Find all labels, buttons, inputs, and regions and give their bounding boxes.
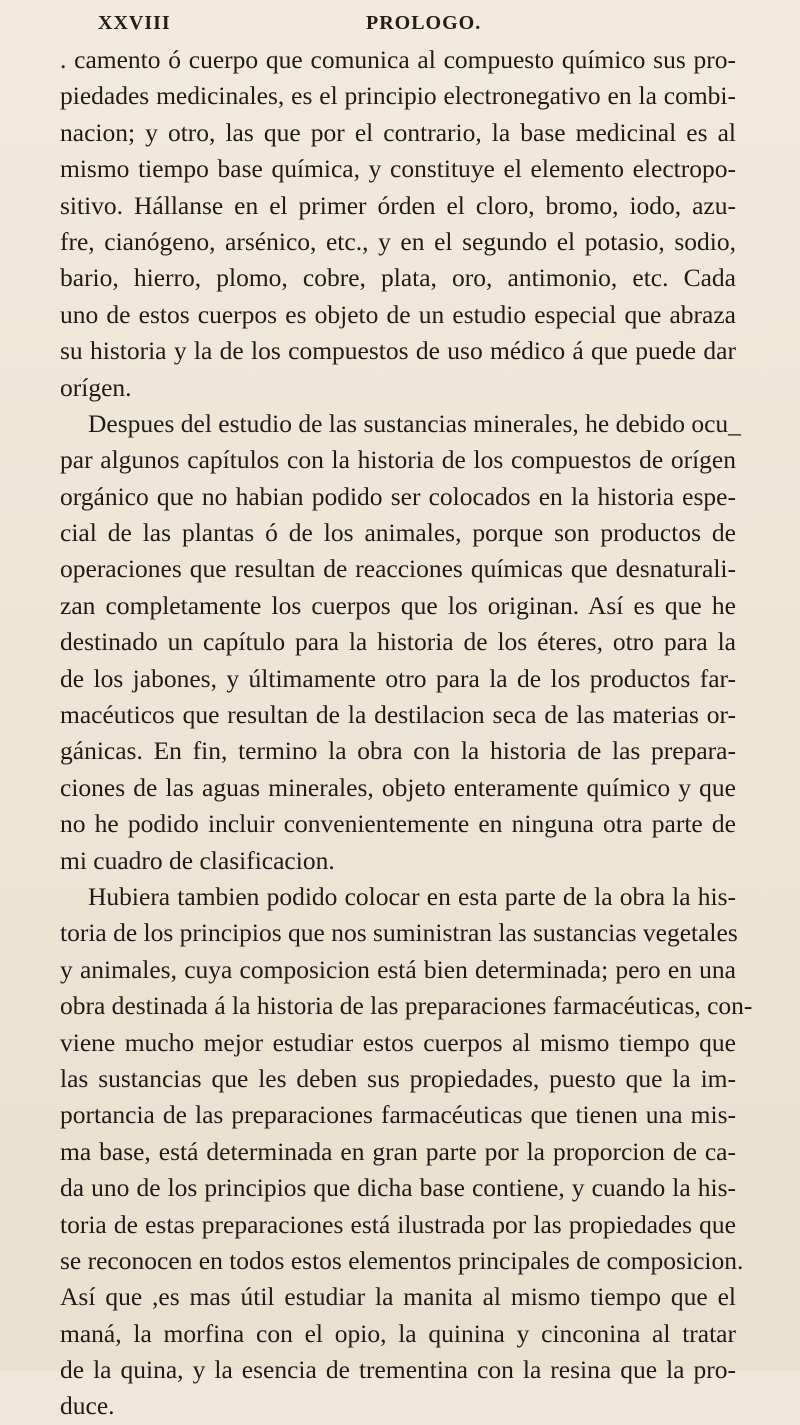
text-line: sitivo. Hállanse en el primer órden el cloro, bromo, iodo, azu-: [60, 190, 736, 220]
text-line: operaciones que resultan de reacciones químicas que desnaturali-: [60, 554, 736, 584]
running-head: [0, 12, 800, 42]
text-line: portancia de las preparaciones farmacéuticas que tienen una mis-: [60, 1100, 736, 1130]
text-line: las sustancias que les deben sus propiedades, puesto que la im-: [60, 1063, 736, 1093]
page-number: XXVIII: [98, 12, 171, 34]
text-line: cial de las plantas ó de los animales, porque son productos de: [60, 518, 736, 548]
text-line: nacion; y otro, las que por el contrario, la base medicinal es al: [60, 117, 736, 147]
text-line: uno de estos cuerpos es objeto de un estudio especial que abraza: [60, 299, 736, 329]
text-line: par algunos capítulos con la historia de los compuestos de orígen: [60, 445, 736, 475]
text-line: bario, hierro, plomo, cobre, plata, oro, antimonio, etc. Cada: [60, 263, 736, 293]
text-line: fre, cianógeno, arsénico, etc., y en el segundo el potasio, sodio,: [60, 226, 736, 256]
text-line: maná, la morfina con el opio, la quinina y cinconina al tratar: [60, 1318, 736, 1348]
text-line: gánicas. En fin, termino la obra con la historia de las prepara-: [60, 736, 736, 766]
text-line: de la quina, y la esencia de trementina con la resina que la pro-: [60, 1355, 736, 1385]
text-line: orígen.: [60, 372, 132, 402]
text-line: destinado un capítulo para la historia de los éteres, otro para la: [60, 627, 736, 657]
text-line: zan completamente los cuerpos que los originan. Así es que he: [60, 590, 736, 620]
text-line: ma base, está determinada en gran parte por la proporcion de ca-: [60, 1136, 736, 1166]
text-line: macéuticos que resultan de la destilacion seca de las materias or-: [60, 700, 736, 730]
text-line: duce.: [60, 1391, 115, 1421]
text-line: obra destinada á la historia de las preparaciones farmacéuticas, con-: [60, 991, 753, 1021]
text-line: y animales, cuya composicion está bien determinada; pero en una: [60, 954, 736, 984]
text-line: su historia y la de los compuestos de uso médico á que puede dar: [60, 336, 736, 366]
body-text: [60, 42, 753, 1425]
text-line: de los jabones, y últimamente otro para la de los productos far-: [60, 663, 736, 693]
text-line: viene mucho mejor estudiar estos cuerpos al mismo tiempo que: [60, 1027, 736, 1057]
text-line: mi cuadro de clasificacion.: [60, 845, 335, 875]
text-line: da uno de los principios que dicha base contiene, y cuando la his-: [60, 1173, 736, 1203]
text-line: ciones de las aguas minerales, objeto enteramente químico y que: [60, 772, 736, 802]
paragraph-first-line: Despues del estudio de las sustancias minerales, he debido ocu_: [88, 408, 741, 438]
text-line: piedades medicinales, es el principio electronegativo en la combi-: [60, 81, 736, 111]
text-line: se reconocen en todos estos elementos principales de composicion.: [60, 1245, 744, 1275]
text-line: no he podido incluir convenientemente en ninguna otra parte de: [60, 809, 736, 839]
text-line: orgánico que no habian podido ser colocados en la historia espe-: [60, 481, 736, 511]
text-line: Así que ,es mas útil estudiar la manita al mismo tiempo que el: [60, 1282, 736, 1312]
text-line: mismo tiempo base química, y constituye el elemento electropo-: [60, 154, 736, 184]
running-title: PROLOGO.: [366, 12, 482, 34]
text-line: . camento ó cuerpo que comunica al compuesto químico sus pro-: [60, 45, 736, 74]
paragraph-first-line: Hubiera tambien podido colocar en esta parte de la obra la his-: [88, 881, 736, 911]
text-line: toria de estas preparaciones está ilustrada por las propiedades que: [60, 1209, 736, 1239]
text-line: toria de los principios que nos suministran las sustancias vegetales: [60, 918, 738, 948]
